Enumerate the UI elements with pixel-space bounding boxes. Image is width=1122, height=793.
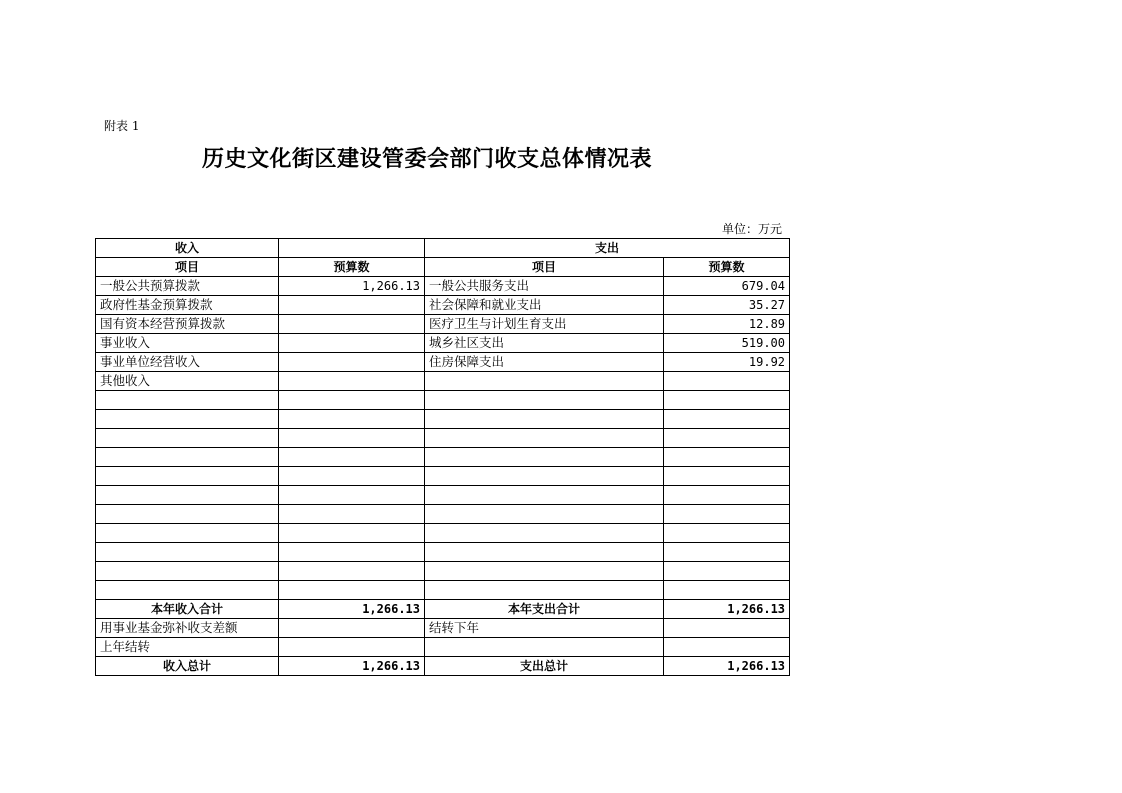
income-budget-cell	[279, 429, 425, 448]
table-row	[96, 277, 790, 296]
page-title: 历史文化街区建设管委会部门收支总体情况表	[202, 147, 653, 172]
income-item-cell	[96, 410, 279, 429]
table-row	[96, 638, 790, 657]
income-item-cell	[96, 448, 279, 467]
income-item-cell	[96, 524, 279, 543]
table-row	[96, 315, 790, 334]
table-row	[96, 372, 790, 391]
section-header-row	[96, 239, 790, 258]
subtotal-row	[96, 600, 790, 619]
expense-item-cell	[425, 410, 664, 429]
income-item-cell	[96, 543, 279, 562]
expense-item-cell: 支出总计	[425, 657, 664, 676]
table-row	[96, 524, 790, 543]
table-row	[96, 448, 790, 467]
income-budget-cell: 1,266.13	[279, 657, 425, 676]
expense-section-header: 支出	[425, 239, 790, 258]
income-item-cell: 政府性基金预算拨款	[96, 296, 279, 315]
budget-table-body	[96, 239, 790, 676]
income-item-cell	[96, 467, 279, 486]
income-budget-cell	[279, 562, 425, 581]
attachment-label: 附表 1	[104, 119, 140, 133]
expense-item-cell	[425, 524, 664, 543]
table-row	[96, 505, 790, 524]
income-item-cell	[96, 562, 279, 581]
table-row	[96, 353, 790, 372]
table-row	[96, 334, 790, 353]
income-item-cell: 上年结转	[96, 638, 279, 657]
expense-item-cell	[425, 562, 664, 581]
expense-item-cell	[425, 391, 664, 410]
expense-budget-cell	[664, 638, 790, 657]
income-item-cell: 用事业基金弥补收支差额	[96, 619, 279, 638]
income-budget-cell	[279, 353, 425, 372]
expense-budget-cell: 1,266.13	[664, 657, 790, 676]
expense-item-cell: 社会保障和就业支出	[425, 296, 664, 315]
income-budget-cell	[279, 486, 425, 505]
income-item-cell	[96, 581, 279, 600]
income-section-blank	[279, 239, 425, 258]
income-section-header: 收入	[96, 239, 279, 258]
expense-budget-cell	[664, 429, 790, 448]
expense-item-cell	[425, 372, 664, 391]
expense-budget-cell	[664, 619, 790, 638]
expense-budget-cell	[664, 467, 790, 486]
expense-budget-cell	[664, 486, 790, 505]
budget-table	[95, 238, 790, 676]
income-item-cell	[96, 429, 279, 448]
expense-budget-cell	[664, 410, 790, 429]
expense-item-cell: 住房保障支出	[425, 353, 664, 372]
table-row	[96, 391, 790, 410]
total-row	[96, 657, 790, 676]
expense-item-cell	[425, 429, 664, 448]
expense-item-cell	[425, 638, 664, 657]
expense-budget-cell: 12.89	[664, 315, 790, 334]
table-row	[96, 562, 790, 581]
expense-budget-cell: 1,266.13	[664, 600, 790, 619]
income-budget-cell	[279, 505, 425, 524]
expense-item-cell: 城乡社区支出	[425, 334, 664, 353]
unit-label: 单位：万元	[722, 222, 783, 236]
income-item-cell	[96, 486, 279, 505]
income-budget-cell	[279, 581, 425, 600]
income-budget-cell	[279, 334, 425, 353]
income-item-cell: 收入总计	[96, 657, 279, 676]
expense-item-cell: 本年支出合计	[425, 600, 664, 619]
expense-item-cell: 结转下年	[425, 619, 664, 638]
income-budget-cell	[279, 543, 425, 562]
income-item-cell: 一般公共预算拨款	[96, 277, 279, 296]
income-budget-cell	[279, 524, 425, 543]
income-item-cell: 事业单位经营收入	[96, 353, 279, 372]
expense-budget-cell	[664, 448, 790, 467]
income-budget-cell	[279, 391, 425, 410]
expense-budget-cell	[664, 505, 790, 524]
income-budget-cell	[279, 467, 425, 486]
expense-budget-cell	[664, 391, 790, 410]
income-budget-cell	[279, 448, 425, 467]
expense-budget-cell: 19.92	[664, 353, 790, 372]
table-row	[96, 543, 790, 562]
income-item-cell	[96, 505, 279, 524]
expense-item-cell	[425, 581, 664, 600]
expense-item-cell	[425, 467, 664, 486]
expense-budget-cell	[664, 562, 790, 581]
table-row	[96, 467, 790, 486]
income-item-cell: 其他收入	[96, 372, 279, 391]
expense-budget-cell	[664, 372, 790, 391]
income-item-header: 项目	[96, 258, 279, 277]
column-header-row	[96, 258, 790, 277]
income-budget-cell	[279, 619, 425, 638]
income-budget-cell	[279, 296, 425, 315]
expense-budget-cell	[664, 543, 790, 562]
income-budget-cell	[279, 315, 425, 334]
expense-item-cell	[425, 505, 664, 524]
expense-item-cell	[425, 486, 664, 505]
expense-budget-header: 预算数	[664, 258, 790, 277]
income-budget-cell	[279, 372, 425, 391]
income-budget-cell	[279, 410, 425, 429]
table-row	[96, 581, 790, 600]
income-item-cell	[96, 391, 279, 410]
expense-budget-cell	[664, 524, 790, 543]
table-row	[96, 410, 790, 429]
expense-item-cell	[425, 543, 664, 562]
table-row	[96, 429, 790, 448]
income-item-cell: 事业收入	[96, 334, 279, 353]
income-item-cell: 国有资本经营预算拨款	[96, 315, 279, 334]
table-row	[96, 296, 790, 315]
expense-item-header: 项目	[425, 258, 664, 277]
income-budget-cell: 1,266.13	[279, 277, 425, 296]
expense-item-cell: 一般公共服务支出	[425, 277, 664, 296]
income-budget-header: 预算数	[279, 258, 425, 277]
expense-item-cell	[425, 448, 664, 467]
expense-budget-cell	[664, 581, 790, 600]
income-budget-cell	[279, 638, 425, 657]
income-item-cell: 本年收入合计	[96, 600, 279, 619]
table-row	[96, 486, 790, 505]
expense-budget-cell: 519.00	[664, 334, 790, 353]
expense-budget-cell: 679.04	[664, 277, 790, 296]
income-budget-cell: 1,266.13	[279, 600, 425, 619]
expense-item-cell: 医疗卫生与计划生育支出	[425, 315, 664, 334]
table-row	[96, 619, 790, 638]
expense-budget-cell: 35.27	[664, 296, 790, 315]
